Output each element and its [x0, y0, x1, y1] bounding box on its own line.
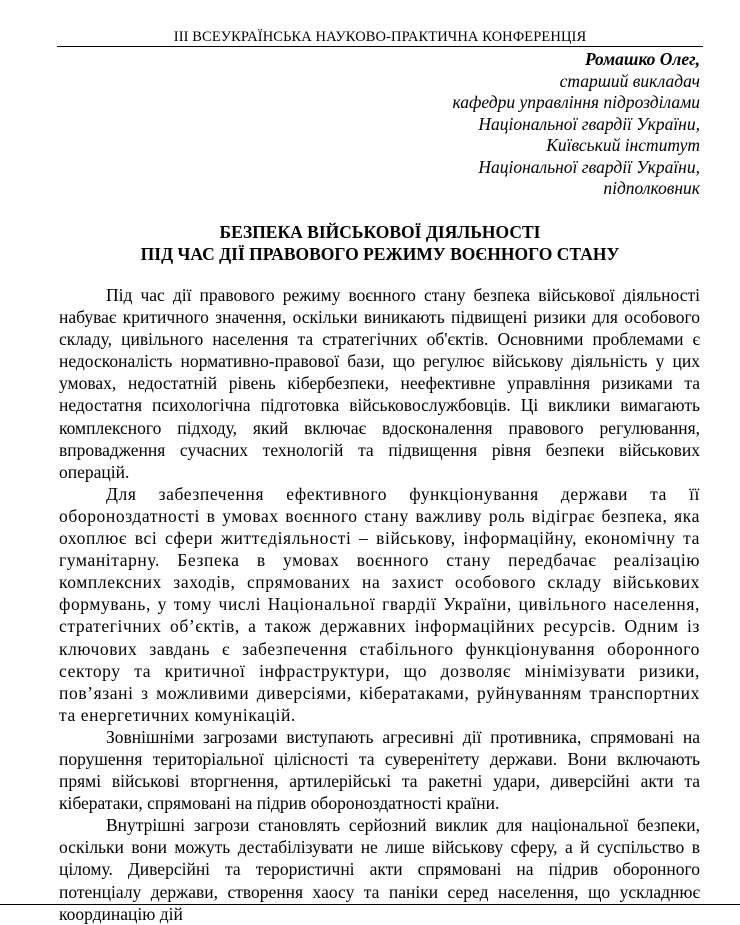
article-title-line-2: ПІД ЧАС ДІЇ ПРАВОВОГО РЕЖИМУ ВОЄННОГО СТАНУ [140, 244, 620, 264]
conference-title: III ВСЕУКРАЇНСЬКА НАУКОВО-ПРАКТИЧНА КОНФЕРЕНЦІЯ [173, 29, 587, 45]
running-header [57, 29, 703, 45]
author-name: Ромашко Олег, [584, 49, 700, 69]
header-divider [57, 46, 703, 47]
paragraph: Під час дії правового режиму воєнного стану безпека військової діяльності набуває критичного значення, оскільки виникають підвищені ризики для особового складу, цивільного населення та стратегічних об'єктів. Основними проблемами є недосконалість нормативно-правової бази, що регулює військову діяльність у цих умовах, недостатній рівень кібербезпеки, неефективне управління ризиками та недостатня психологічна підготовка військовослужбовців. Ці виклики вимагають комплексного підходу, який включає вдосконалення правового регулювання, впровадження сучасних технологій та підвищення рівня безпеки військових операцій. [59, 285, 700, 482]
article-title-line-1: БЕЗПЕКА ВІЙСЬКОВОЇ ДІЯЛЬНОСТІ [219, 222, 541, 242]
author-position: старший викладач [559, 70, 700, 91]
author-organization: Національної гвардії України, [478, 113, 700, 134]
author-block [452, 49, 700, 200]
article-title [57, 221, 703, 265]
paragraph: Для забезпечення ефективного функціонування держави та її обороноздатності в умовах воєнного стану важливу роль відіграє безпека, яка охоплює всі сфери життєдіяльності – військову, інформаційну, економічну та гуманітарну. Безпека в умовах воєнного стану передбачає реалізацію комплексних заходів, спрямованих на захист особового складу військових формувань, у тому числі Національної гвардії України, цивільного населення, стратегічних об’єктів, а також державних інформаційних ресурсів. Одним із ключових завдань є забезпечення стабільного функціонування оборонного сектору та критичної інфраструктури, що дозволяє мінімізувати ризики, пов’язані з можливими диверсіями, кібератаками, руйнуванням транспортних та енергетичних комунікацій. [59, 483, 700, 725]
page-bottom-edge [0, 904, 740, 905]
author-rank: підполковник [603, 178, 700, 198]
author-institute-organization: Національної гвардії України, [478, 156, 700, 177]
paragraph: Зовнішніми загрозами виступають агресивні дії противника, спрямовані на порушення територіальної цілісності та суверенітету держави. Вони включають прямі військові вторгнення, артилерійські та ракетні удари, диверсійні акти та кібератаки, спрямовані на підрив обороноздатності країни. [59, 726, 700, 814]
article-body [59, 284, 700, 925]
paragraph: Внутрішні загрози становлять серйозний виклик для національної безпеки, оскільки вони можуть дестабілізувати не лише військову сферу, а й суспільство в цілому. Диверсійні та терористичні акти спрямовані на підрив оборонного потенціалу держави, створення хаосу та паніки серед населення, що ускладнює координацію дій [59, 815, 700, 924]
author-department: кафедри управління підрозділами [452, 92, 700, 112]
author-institute: Київський інститут [546, 135, 700, 155]
